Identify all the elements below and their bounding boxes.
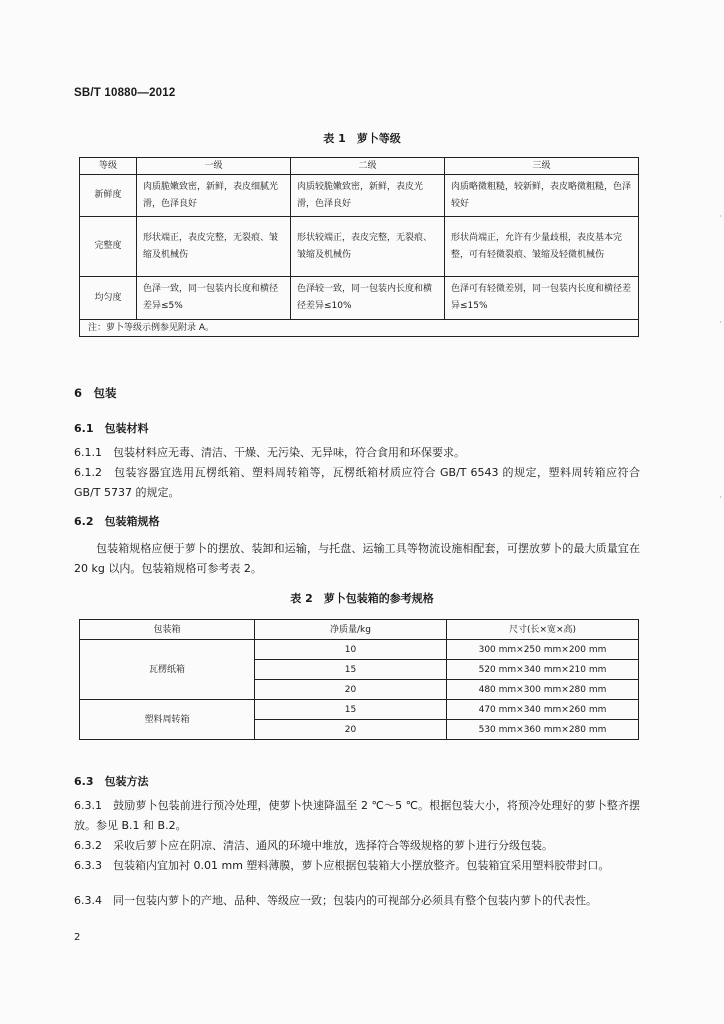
box-type-cell: 塑料周转箱 xyxy=(80,700,255,740)
table-note: 注：萝卜等级示例参见附录 A。 xyxy=(80,320,639,337)
packaging-spec-table xyxy=(79,619,639,740)
clause-6-1-2: 6.1.2 包装容器宜选用瓦楞纸箱、塑料周转箱等，瓦楞纸箱材质应符合 GB/T 6543 的规定，塑料周转箱应符合 GB/T 5737 的规定。 xyxy=(74,466,640,499)
table-header-cell: 净质量/kg xyxy=(255,620,447,640)
table-cell: 470 mm×340 mm×260 mm xyxy=(447,700,639,720)
section-6-3-heading: 6.3 包装方法 xyxy=(74,775,149,788)
scan-edge-mark: · xyxy=(719,212,722,221)
table-cell: 色泽较一致，同一包装内长度和横径差异≤10% xyxy=(291,277,445,320)
row-label: 新鲜度 xyxy=(80,175,137,217)
table-header-cell: 尺寸(长×宽×高) xyxy=(447,620,639,640)
page-number: 2 xyxy=(74,932,81,943)
table-cell: 20 xyxy=(255,680,447,700)
table-cell: 形状较端正，表皮完整，无裂痕、皱缩及机械伤 xyxy=(291,217,445,277)
section-6-heading: 6 包装 xyxy=(74,386,117,400)
table-cell: 色泽一致，同一包装内长度和横径差异≤5% xyxy=(137,277,291,320)
clause-6-1-1: 6.1.1 包装材料应无毒、清洁、干燥、无污染、无异味，符合食用和环保要求。 xyxy=(74,446,465,459)
table-cell: 肉质较脆嫩致密，新鲜，表皮光滑，色泽良好 xyxy=(291,175,445,217)
box-type-cell: 瓦楞纸箱 xyxy=(80,640,255,700)
table-cell: 15 xyxy=(255,660,447,680)
clause-6-3-1: 6.3.1 鼓励萝卜包装前进行预冷处理，使萝卜快速降温至 2 ℃～5 ℃。根据包装大小，将预冷处理好的萝卜整齐摆放。参见 B.1 和 B.2。 xyxy=(74,799,640,832)
table2-caption: 表 2 萝卜包装箱的参考规格 xyxy=(290,592,434,605)
table-cell: 530 mm×360 mm×280 mm xyxy=(447,720,639,740)
table-cell: 15 xyxy=(255,700,447,720)
table-cell: 形状尚端正，允许有少量歧根，表皮基本完整，可有轻微裂痕、皱缩及轻微机械伤 xyxy=(445,217,639,277)
clause-6-3-2: 6.3.2 采收后萝卜应在阴凉、清洁、通风的环境中堆放，选择符合等级规格的萝卜进行分级包装。 xyxy=(74,839,553,852)
table-cell: 520 mm×340 mm×210 mm xyxy=(447,660,639,680)
table-cell: 肉质脆嫩致密，新鲜，表皮细腻光滑，色泽良好 xyxy=(137,175,291,217)
table-header-cell: 二级 xyxy=(291,158,445,175)
row-label: 完整度 xyxy=(80,217,137,277)
table-header-cell: 一级 xyxy=(137,158,291,175)
grade-table xyxy=(79,157,639,337)
table-header-cell: 等级 xyxy=(80,158,137,175)
standard-code: SB/T 10880—2012 xyxy=(74,87,176,99)
table-cell: 480 mm×300 mm×280 mm xyxy=(447,680,639,700)
table-row xyxy=(80,217,639,277)
table1-caption: 表 1 萝卜等级 xyxy=(323,132,401,145)
table-cell: 300 mm×250 mm×200 mm xyxy=(447,640,639,660)
row-label: 均匀度 xyxy=(80,277,137,320)
table-header-cell: 三级 xyxy=(445,158,639,175)
table-cell: 肉质略微粗糙，较新鲜，表皮略微粗糙，色泽较好 xyxy=(445,175,639,217)
table-note-row xyxy=(80,320,639,337)
table-cell: 色泽可有轻微差别，同一包装内长度和横径差异≤15% xyxy=(445,277,639,320)
clause-6-2-text: 包装箱规格应便于萝卜的摆放、装卸和运输，与托盘、运输工具等物流设施相配套，可摆放萝卜的最大质量宜在 20 kg 以内。包装箱规格可参考表 2。 xyxy=(74,542,640,575)
table-cell: 10 xyxy=(255,640,447,660)
clause-6-3-4: 6.3.4 同一包装内萝卜的产地、品种、等级应一致；包装内的可视部分必须具有整个包装内萝卜的代表性。 xyxy=(74,894,597,907)
scan-edge-mark: · xyxy=(719,318,722,327)
section-6-2-heading: 6.2 包装箱规格 xyxy=(74,515,160,528)
table-row xyxy=(80,700,639,720)
table-header-cell: 包装箱 xyxy=(80,620,255,640)
table-row xyxy=(80,175,639,217)
table-row xyxy=(80,640,639,660)
table-cell: 形状端正，表皮完整，无裂痕、皱缩及机械伤 xyxy=(137,217,291,277)
table-row xyxy=(80,277,639,320)
clause-6-3-3: 6.3.3 包装箱内宜加衬 0.01 mm 塑料薄膜，萝卜应根据包装箱大小摆放整齐。包装箱宜采用塑料胶带封口。 xyxy=(74,859,610,872)
table-cell: 20 xyxy=(255,720,447,740)
section-6-1-heading: 6.1 包装材料 xyxy=(74,422,149,435)
scan-edge-mark: · xyxy=(719,493,722,502)
table-header-row xyxy=(80,158,639,175)
table-header-row xyxy=(80,620,639,640)
